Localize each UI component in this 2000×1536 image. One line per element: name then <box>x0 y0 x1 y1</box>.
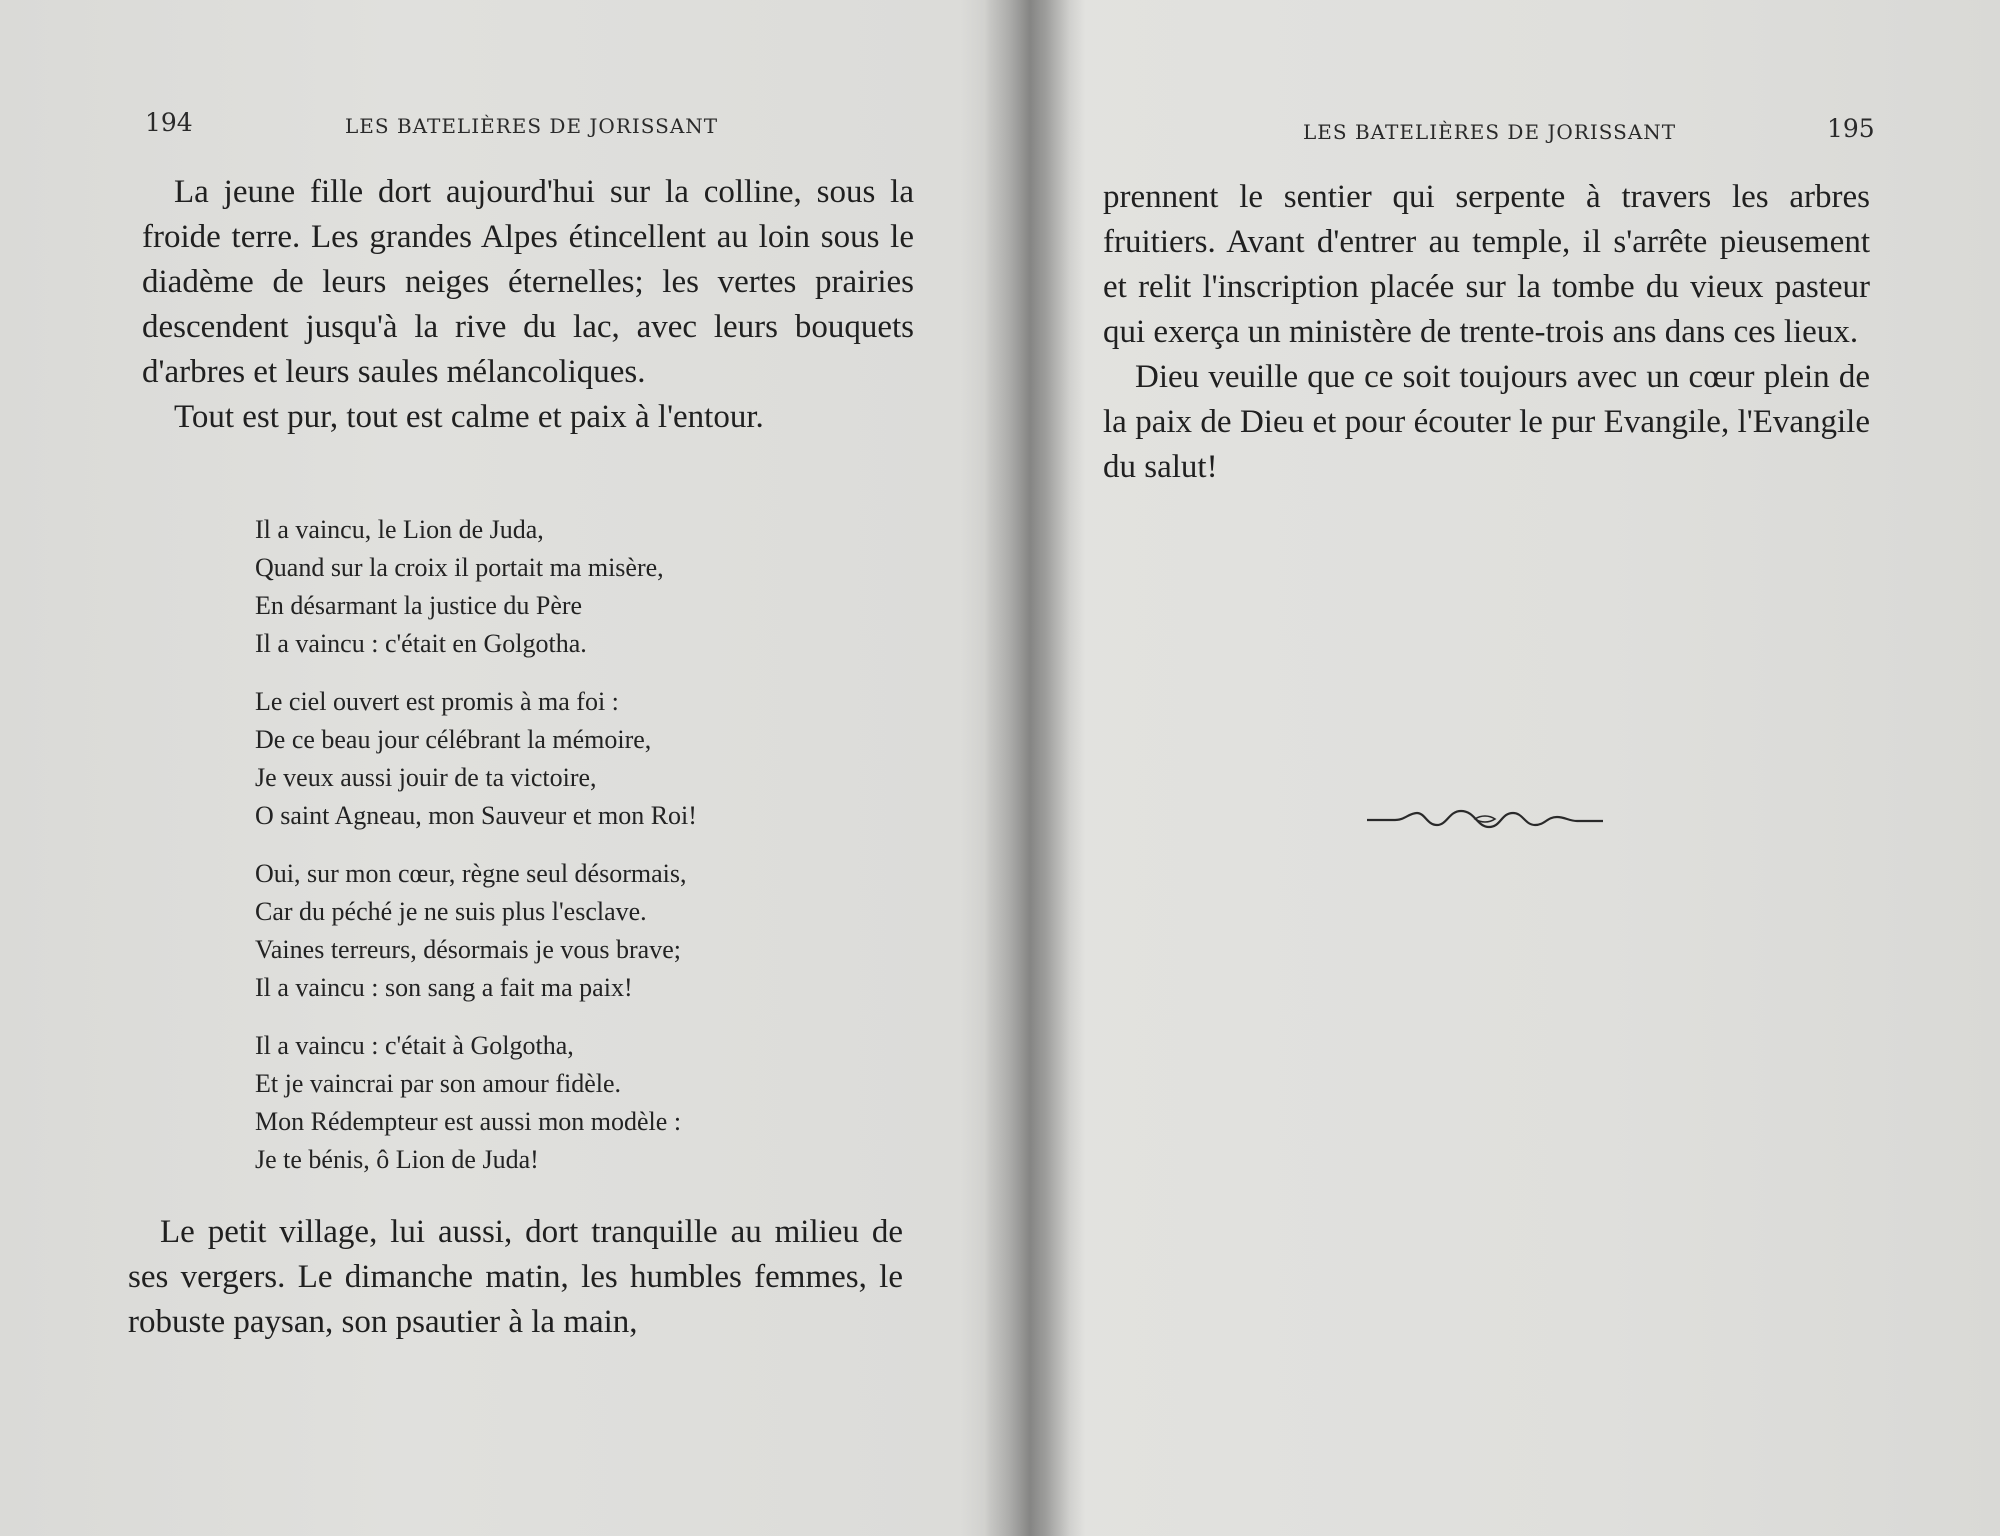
verse: O saint Agneau, mon Sauveur et mon Roi! <box>255 801 697 830</box>
paragraph: Tout est pur, tout est calme et paix à l'entour. <box>174 399 764 435</box>
running-head-left: LES BATELIÈRES DE JORISSANT <box>345 114 719 138</box>
page-number-left: 194 <box>145 108 193 137</box>
paragraph: Le petit village, lui aussi, dort tranquille au milieu de ses vergers. Le dimanche matin, les humbles femmes, le robuste paysan, son psautier à la main, <box>128 1214 903 1340</box>
gutter-shadow <box>985 0 1085 1536</box>
verse: Oui, sur mon cœur, règne seul désormais, <box>255 859 687 888</box>
stanza-2 <box>255 683 855 835</box>
verse: Et je vaincrai par son amour fidèle. <box>255 1069 622 1098</box>
left-prose-bottom <box>128 1210 903 1345</box>
paragraph: prennent le sentier qui serpente à travers les arbres fruitiers. Avant d'entrer au temple, il s'arrête pieusement et relit l'inscription placée sur la tombe du vieux pasteur qui exerça un ministère de trente-trois ans dans ces lieux. <box>1103 179 1870 350</box>
verse: Je veux aussi jouir de ta victoire, <box>255 763 597 792</box>
verse: Quand sur la croix il portait ma misère, <box>255 553 664 582</box>
verse: Il a vaincu : son sang a fait ma paix! <box>255 973 633 1002</box>
poem <box>255 511 855 1199</box>
verse: Vaines terreurs, désormais je vous brave; <box>255 935 681 964</box>
paragraph: La jeune fille dort aujourd'hui sur la colline, sous la froide terre. Les grandes Alpes étincellent au loin sous le diadème de leurs neiges éternelles; les vertes prairies descendent jusqu'à la rive du lac, avec leurs bouquets d'arbres et leurs saules mélancoliques. <box>142 174 914 390</box>
stanza-4 <box>255 1027 855 1179</box>
right-prose <box>1103 175 1870 490</box>
right-page <box>1085 0 2000 1536</box>
verse: Mon Rédempteur est aussi mon modèle : <box>255 1107 682 1136</box>
stanza-3 <box>255 855 855 1007</box>
left-prose-top <box>142 170 914 440</box>
verse: Il a vaincu : c'était à Golgotha, <box>255 1031 574 1060</box>
verse: En désarmant la justice du Père <box>255 591 583 620</box>
verse: Il a vaincu : c'était en Golgotha. <box>255 629 587 658</box>
verse: Le ciel ouvert est promis à ma foi : <box>255 687 619 716</box>
wave-ornament-icon <box>1365 805 1605 835</box>
verse: Il a vaincu, le Lion de Juda, <box>255 515 544 544</box>
verse: De ce beau jour célébrant la mémoire, <box>255 725 652 754</box>
left-page <box>0 0 985 1536</box>
paragraph: Dieu veuille que ce soit toujours avec un cœur plein de la paix de Dieu et pour écouter le pur Evangile, l'Evangile du salut! <box>1103 359 1870 485</box>
running-head-right: LES BATELIÈRES DE JORISSANT <box>1303 120 1677 144</box>
verse: Je te bénis, ô Lion de Juda! <box>255 1145 539 1174</box>
page-number-right: 195 <box>1827 114 1875 143</box>
verse: Car du péché je ne suis plus l'esclave. <box>255 897 647 926</box>
stanza-1 <box>255 511 855 663</box>
